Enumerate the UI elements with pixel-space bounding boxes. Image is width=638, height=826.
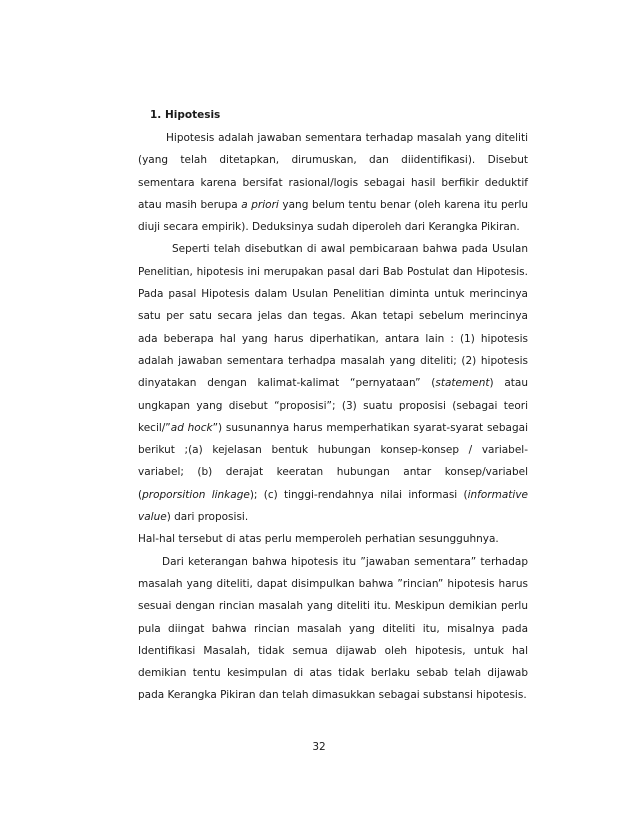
paragraph-2-part-b: ) atau ungkapan yang disebut “proposisi”; (3) suatu proposisi (sebagai teori kecil/” bbox=[138, 377, 528, 434]
paragraph-2-part-a: Seperti telah disebutkan di awal pembicaraan bahwa pada Usulan Penelitian, hipotesis ini merupakan pasal dari Bab Postulat dan Hipotesis. Pada pasal Hipotesis dalam Usulan Penelitian diminta untuk merincinya satu per satu secara jelas dan tegas. Akan tetapi sebelum merincinya ada beberapa hal yang harus diperhatikan, antara lain : (1) hipotesis adalah jawaban sementara terhadpa masalah yang diteliti; (2) hipotesis dinyatakan dengan kalimat-kalimat “pernyataan” ( bbox=[138, 243, 528, 390]
section-heading: 1. Hipotesis bbox=[150, 109, 221, 121]
paragraph-2-part-d: ); (c) tinggi-rendahnya nilai informasi ( bbox=[249, 488, 468, 501]
paragraph-2-italic-statement: statement bbox=[435, 377, 490, 390]
paragraph-2-italic-adhock: ad hock bbox=[170, 421, 213, 434]
paragraph-2-part-c: ”) susunannya harus memperhatikan syarat-syarat sebagai berikut ;(a) kejelasan bentuk hubungan konsep-konsep / variabel-variabel; (b) derajat keeratan hubungan antar konsep/variabel ( bbox=[138, 421, 528, 501]
paragraph-1-text: Hipotesis adalah jawaban sementara terhadap masalah yang diteliti (yang telah ditetapkan, dirumuskan, dan diidentifikasi). Disebut sementara karena bersifat rasional/logis sebagai hasil berfikir deduktif atau masih berupa bbox=[138, 132, 528, 211]
paragraph-1-italic: a priori bbox=[241, 198, 279, 211]
paragraph-1-end: yang belum tentu benar (oleh karena itu perlu diuji secara empirik). Deduksinya sudah diperoleh dari Kerangka Pikiran. bbox=[138, 198, 529, 234]
paragraph-2-part-e: ) dari proposisi. bbox=[166, 511, 249, 524]
page-number: 32 bbox=[312, 741, 326, 753]
paragraph-3: Hal-hal tersebut di atas perlu memperoleh perhatian sesungguhnya. bbox=[138, 533, 499, 546]
body-text bbox=[138, 127, 528, 707]
paragraph-4: Dari keterangan bahwa hipotesis itu ”jawaban sementara” terhadap masalah yang diteliti, dapat disimpulkan bahwa ”rincian” hipotesis harus sesuai dengan rincian masalah yang diteliti itu. Meskipun demikian perlu pula diingat bahwa rincian masalah yang diteliti itu, misalnya pada Identifikasi Masalah, tidak semua dijawab oleh hipotesis, untuk hal demikian tentu kesimpulan di atas tidak berlaku sebab telah dijawab pada Kerangka Pikiran dan telah dimasukkan sebagai substansi hipotesis. bbox=[138, 555, 528, 702]
paragraph-1 bbox=[138, 127, 528, 238]
paragraph-2 bbox=[138, 238, 528, 528]
paragraph-2-italic-linkage: proporsition linkage bbox=[142, 488, 250, 501]
paragraph-2-italic-informative: informative value bbox=[138, 488, 528, 524]
